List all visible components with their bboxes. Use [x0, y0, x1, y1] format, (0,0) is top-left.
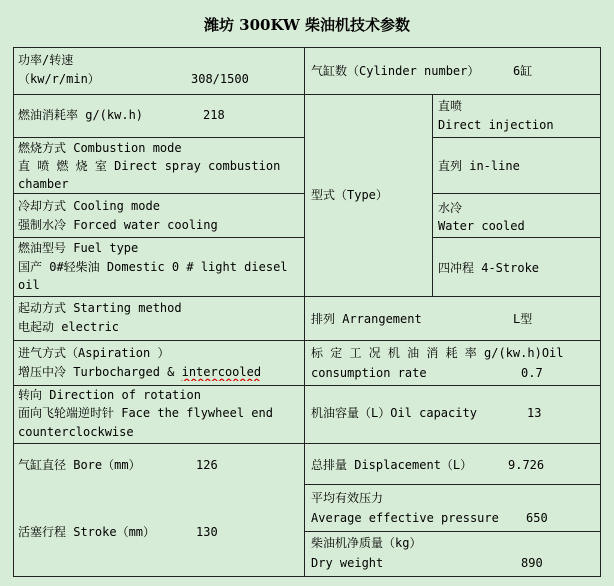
power-label: 功率/转速: [18, 53, 74, 67]
type-inline: 直列 in-line: [438, 159, 520, 173]
row-divider: [304, 385, 601, 386]
bore-label: 气缸直径 Bore（mm）: [18, 458, 141, 472]
table-border: [13, 47, 14, 577]
arrangement-label: 排列 Arrangement: [311, 312, 422, 326]
pressure-value: 650: [526, 511, 548, 525]
page-title: 潍坊 300KW 柴油机技术参数: [203, 16, 411, 34]
stroke-label: 活塞行程 Stroke（mm）: [18, 525, 156, 539]
type-direct-line2: Direct injection: [438, 118, 554, 132]
cylinders-value: 6缸: [513, 64, 533, 78]
type-water-line1: 水冷: [438, 201, 463, 215]
row-divider: [432, 237, 601, 238]
displacement-label: 总排量 Displacement（L）: [311, 458, 473, 472]
row-divider: [13, 443, 305, 444]
row-divider: [304, 296, 601, 297]
table-border: [13, 47, 601, 48]
row-divider: [13, 193, 305, 194]
row-divider: [304, 484, 601, 485]
row-divider: [304, 340, 601, 341]
fuel-type-line1: 燃油型号 Fuel type: [18, 241, 139, 255]
row-divider: [13, 94, 305, 95]
row-divider: [13, 237, 305, 238]
combustion-line1: 燃烧方式 Combustion mode: [18, 141, 182, 155]
aspiration-line1: 进气方式（Aspiration ）: [18, 346, 170, 360]
table-border: [600, 47, 601, 577]
stroke-value: 130: [196, 525, 218, 539]
row-divider: [13, 296, 305, 297]
displacement-value: 9.726: [508, 458, 545, 472]
fuel-consumption-label: 燃油消耗率 g/(kw.h): [18, 108, 144, 122]
type-label: 型式（Type）: [311, 188, 388, 202]
bore-value: 126: [196, 458, 218, 472]
row-divider: [304, 94, 601, 95]
combustion-line2: 直 喷 燃 烧 室 Direct spray combustion: [18, 159, 281, 173]
arrangement-value: L型: [513, 312, 533, 326]
row-divider: [304, 443, 601, 444]
power-unit: （kw/r/min）: [18, 72, 100, 86]
oil-capacity-value: 13: [527, 406, 542, 420]
combustion-line3: chamber: [18, 177, 69, 191]
pressure-line1: 平均有效压力: [311, 491, 384, 505]
row-divider: [13, 340, 305, 341]
start-line1: 起动方式 Starting method: [18, 301, 182, 315]
fuel-type-line3: oil: [18, 278, 40, 292]
pressure-line2: Average effective pressure: [311, 511, 499, 525]
row-divider: [13, 137, 305, 138]
table-border: [13, 576, 601, 577]
power-value: 308/1500: [191, 72, 249, 86]
oil-consumption-line2: consumption rate: [311, 366, 427, 380]
row-divider: [432, 193, 601, 194]
row-divider: [432, 137, 601, 138]
cylinders-label: 气缸数（Cylinder number）: [311, 64, 480, 78]
type-water-line2: Water cooled: [438, 219, 525, 233]
rotation-line3: counterclockwise: [18, 425, 134, 439]
weight-value: 890: [521, 556, 543, 570]
column-divider: [304, 47, 305, 577]
aspiration-line2: [18, 363, 261, 381]
oil-consumption-line1: 标 定 工 况 机 油 消 耗 率 g/(kw.h)Oil: [311, 346, 564, 360]
type-direct-line1: 直喷: [438, 99, 463, 113]
row-divider: [304, 531, 601, 532]
start-line2: 电起动 electric: [18, 320, 120, 334]
fuel-consumption-value: 218: [203, 108, 225, 122]
cooling-line1: 冷却方式 Cooling mode: [18, 199, 160, 213]
oil-consumption-value: 0.7: [521, 366, 543, 380]
rotation-line2: 面向飞轮端逆时针 Face the flywheel end: [18, 406, 273, 420]
oil-capacity-label: 机油容量（L）Oil capacity: [311, 406, 477, 420]
intercooled-text: intercooled: [181, 365, 262, 379]
cooling-line2: 强制水冷 Forced water cooling: [18, 218, 218, 232]
aspiration-text: 增压中冷 Turbocharged &: [18, 365, 182, 379]
weight-line2: Dry weight: [311, 556, 384, 570]
weight-line1: 柴油机净质量（kg）: [311, 536, 422, 550]
column-divider: [432, 94, 433, 296]
type-stroke: 四冲程 4-Stroke: [438, 261, 540, 275]
fuel-type-line2: 国产 0#轻柴油 Domestic 0 # light diesel: [18, 260, 288, 274]
rotation-line1: 转向 Direction of rotation: [18, 388, 201, 402]
spec-table: [13, 47, 601, 577]
